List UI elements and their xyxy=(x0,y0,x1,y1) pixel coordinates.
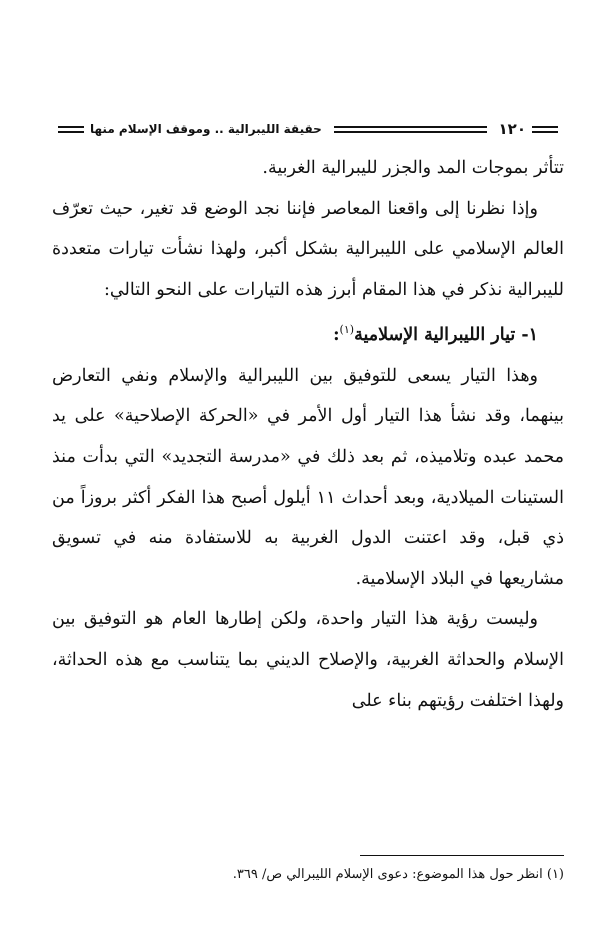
book-title: حقيقة الليبرالية .. وموقف الإسلام منها xyxy=(90,122,322,136)
paragraph-3: وهذا التيار يسعى للتوفيق بين الليبرالية والإسلام ونفي التعارض بينهما، وقد نشأ هذا التيار أول الأمر في «الحركة الإصلاحية» على يد محمد عبده وتلاميذه، ثم بعد ذلك في «مدرسة التجديد» التي بدأت منذ الستينات الميلادية، وبعد أحداث ١١ أيلول أصبح هذا الفكر أكثر بروزاً من ذي قبل، وقد اعتنت الدول الغربية به للاستفادة منه في تسويق مشاريعها في البلاد الإسلامية. xyxy=(52,365,565,589)
body-text xyxy=(52,148,564,721)
heading-colon: : xyxy=(333,325,340,346)
paragraph-1: تتأثر بموجات المد والجزر لليبرالية الغربية. xyxy=(262,158,564,178)
page-number: ١٢٠ xyxy=(498,120,526,138)
heading-text: ١- تيار الليبرالية الإسلامية xyxy=(354,325,538,346)
header-ornament-left xyxy=(58,126,84,133)
running-header xyxy=(58,118,558,140)
footnote: (١) انظر حول هذا الموضوع: دعوى الإسلام الليبرالي ص/ ٣٦٩. xyxy=(232,867,564,882)
footnote-reference: (١) xyxy=(339,323,355,337)
header-ornament-right xyxy=(532,126,558,133)
paragraph-4: وليست رؤية هذا التيار واحدة، ولكن إطارها العام هو التوفيق بين الإسلام والحداثة الغربية، والإصلاح الديني بما يتناسب مع هذه الحداثة، ولهذا اختلفت رؤيتهم بناء على xyxy=(52,609,564,711)
header-rule xyxy=(334,126,487,133)
paragraph-2: وإذا نظرنا إلى واقعنا المعاصر فإننا نجد الوضع قد تغير، حيث تعرّف العالم الإسلامي على الليبرالية بشكل أكبر، ولهذا نشأت تيارات متعددة لليبرالية نذكر في هذا المقام أبرز هذه التيارات على النحو التالي: xyxy=(52,198,564,300)
section-heading xyxy=(52,310,564,355)
footnote-rule xyxy=(360,855,564,856)
